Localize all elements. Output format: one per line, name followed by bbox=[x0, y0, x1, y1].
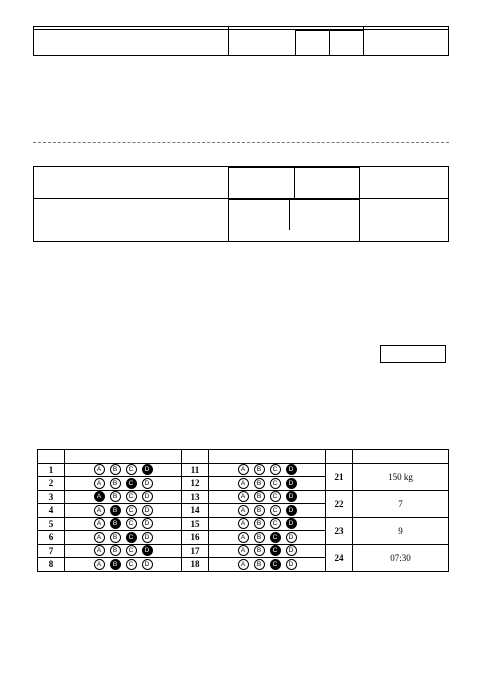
bubble-d[interactable]: D bbox=[286, 478, 297, 489]
bubble-a[interactable]: A bbox=[238, 532, 249, 543]
so-bao-danh bbox=[229, 30, 296, 55]
so-phach-second bbox=[360, 167, 449, 199]
header-cau bbox=[38, 450, 65, 464]
question-number: 1 bbox=[38, 463, 65, 477]
bubble-a[interactable]: A bbox=[94, 559, 105, 570]
bubble-b[interactable]: B bbox=[110, 559, 121, 570]
bubble-c[interactable]: C bbox=[126, 491, 137, 502]
answer-table-body bbox=[38, 463, 449, 571]
score-words bbox=[290, 200, 359, 230]
question-number: 4 bbox=[38, 504, 65, 518]
bubble-c[interactable]: C bbox=[126, 559, 137, 570]
examiner-cell bbox=[229, 167, 360, 199]
score-cell bbox=[229, 199, 360, 242]
bubble-b[interactable]: B bbox=[110, 518, 121, 529]
choice-cell bbox=[209, 463, 326, 477]
bubble-d[interactable]: D bbox=[142, 491, 153, 502]
bubble-d[interactable]: D bbox=[142, 532, 153, 543]
choice-cell bbox=[65, 517, 182, 531]
bubble-a[interactable]: A bbox=[94, 532, 105, 543]
exam-code-box bbox=[380, 345, 446, 363]
bubble-b[interactable]: B bbox=[110, 464, 121, 475]
bubble-a[interactable]: A bbox=[94, 464, 105, 475]
bubble-c[interactable]: C bbox=[126, 505, 137, 516]
bubble-b[interactable]: B bbox=[254, 545, 265, 556]
bubble-b[interactable]: B bbox=[254, 505, 265, 516]
bubble-d[interactable]: D bbox=[286, 532, 297, 543]
bubble-a[interactable]: A bbox=[238, 505, 249, 516]
bubble-b[interactable]: B bbox=[110, 532, 121, 543]
bubble-c[interactable]: C bbox=[126, 464, 137, 475]
choice-cell bbox=[65, 490, 182, 504]
bubble-c[interactable]: C bbox=[126, 532, 137, 543]
bubble-c[interactable]: C bbox=[126, 545, 137, 556]
bubble-d[interactable]: D bbox=[142, 505, 153, 516]
question-number: 11 bbox=[182, 463, 209, 477]
bubble-a[interactable]: A bbox=[94, 491, 105, 502]
bubble-c[interactable]: C bbox=[270, 518, 281, 529]
bubble-c[interactable]: C bbox=[270, 532, 281, 543]
bubble-d[interactable]: D bbox=[142, 545, 153, 556]
question-number: 15 bbox=[182, 517, 209, 531]
bubble-c[interactable]: C bbox=[270, 505, 281, 516]
bai-khao-sat-label bbox=[34, 30, 229, 56]
question-number: 12 bbox=[182, 477, 209, 491]
choice-cell bbox=[65, 544, 182, 558]
question-number: 8 bbox=[38, 558, 65, 572]
bubble-c[interactable]: C bbox=[270, 491, 281, 502]
written-answer[interactable]: 07:30 bbox=[353, 544, 449, 571]
proctor-2 bbox=[330, 31, 363, 55]
bubble-b[interactable]: B bbox=[254, 491, 265, 502]
bubble-d[interactable]: D bbox=[286, 559, 297, 570]
header-cau bbox=[182, 450, 209, 464]
bubble-d[interactable]: D bbox=[286, 518, 297, 529]
choice-cell bbox=[209, 531, 326, 545]
choice-cell bbox=[65, 558, 182, 572]
question-number: 23 bbox=[326, 517, 353, 544]
bubble-b[interactable]: B bbox=[110, 505, 121, 516]
written-answer[interactable]: 150 kg bbox=[353, 463, 449, 490]
bubble-b[interactable]: B bbox=[254, 532, 265, 543]
bubble-a[interactable]: A bbox=[94, 518, 105, 529]
question-number: 5 bbox=[38, 517, 65, 531]
bubble-d[interactable]: D bbox=[286, 491, 297, 502]
question-number: 22 bbox=[326, 490, 353, 517]
bubble-b[interactable]: B bbox=[254, 464, 265, 475]
question-number: 17 bbox=[182, 544, 209, 558]
header-box bbox=[33, 26, 449, 56]
bubble-c[interactable]: C bbox=[270, 464, 281, 475]
header-chon-lua bbox=[65, 450, 182, 464]
bubble-a[interactable]: A bbox=[94, 505, 105, 516]
header-chon-lua bbox=[209, 450, 326, 464]
answer-row bbox=[38, 463, 449, 477]
question-number: 7 bbox=[38, 544, 65, 558]
bubble-b[interactable]: B bbox=[254, 559, 265, 570]
bubble-c[interactable]: C bbox=[270, 478, 281, 489]
instructions-cell bbox=[34, 167, 229, 199]
question-number: 13 bbox=[182, 490, 209, 504]
bubble-c[interactable]: C bbox=[126, 478, 137, 489]
bubble-a[interactable]: A bbox=[238, 545, 249, 556]
answer-row bbox=[38, 490, 449, 504]
cut-line bbox=[33, 142, 449, 143]
question-number: 14 bbox=[182, 504, 209, 518]
bubble-b[interactable]: B bbox=[254, 518, 265, 529]
question-number: 2 bbox=[38, 477, 65, 491]
bubble-c[interactable]: C bbox=[270, 545, 281, 556]
second-box bbox=[33, 166, 449, 242]
choice-cell bbox=[209, 504, 326, 518]
bubble-b[interactable]: B bbox=[110, 491, 121, 502]
bubble-a[interactable]: A bbox=[94, 545, 105, 556]
bubble-d[interactable]: D bbox=[142, 559, 153, 570]
choice-cell bbox=[65, 463, 182, 477]
choice-cell bbox=[209, 544, 326, 558]
bubble-d[interactable]: D bbox=[286, 464, 297, 475]
written-answer[interactable]: 7 bbox=[353, 490, 449, 517]
so-cua-moi-bai-second bbox=[360, 199, 449, 242]
bubble-a[interactable]: A bbox=[94, 478, 105, 489]
bubble-d[interactable]: D bbox=[286, 545, 297, 556]
bubble-a[interactable]: A bbox=[238, 478, 249, 489]
choice-cell bbox=[209, 477, 326, 491]
question-number: 6 bbox=[38, 531, 65, 545]
question-number: 18 bbox=[182, 558, 209, 572]
choice-cell bbox=[65, 531, 182, 545]
question-number: 24 bbox=[326, 544, 353, 571]
so-phach-top bbox=[364, 30, 449, 56]
bubble-d[interactable]: D bbox=[142, 478, 153, 489]
answer-row bbox=[38, 517, 449, 531]
bubble-b[interactable]: B bbox=[254, 478, 265, 489]
examiner-1 bbox=[229, 168, 295, 198]
choice-cell bbox=[65, 477, 182, 491]
bubble-a[interactable]: A bbox=[238, 518, 249, 529]
bubble-d[interactable]: D bbox=[286, 505, 297, 516]
bubble-d[interactable]: D bbox=[142, 464, 153, 475]
examiner-2 bbox=[295, 168, 360, 198]
proctor-1 bbox=[296, 31, 330, 55]
answer-table bbox=[37, 449, 449, 572]
written-answer[interactable]: 9 bbox=[353, 517, 449, 544]
answer-row bbox=[38, 544, 449, 558]
examiner-notes bbox=[34, 199, 229, 242]
question-number: 16 bbox=[182, 531, 209, 545]
bubble-a[interactable]: A bbox=[238, 491, 249, 502]
header-dap-an bbox=[353, 450, 449, 464]
bubble-b[interactable]: B bbox=[110, 478, 121, 489]
bubble-c[interactable]: C bbox=[270, 559, 281, 570]
choice-cell bbox=[209, 558, 326, 572]
header-cau bbox=[326, 450, 353, 464]
bubble-b[interactable]: B bbox=[110, 545, 121, 556]
proctor-cell bbox=[229, 30, 364, 56]
choice-cell bbox=[209, 490, 326, 504]
question-number: 3 bbox=[38, 490, 65, 504]
bubble-a[interactable]: A bbox=[238, 559, 249, 570]
question-number: 21 bbox=[326, 463, 353, 490]
choice-cell bbox=[209, 517, 326, 531]
bubble-c[interactable]: C bbox=[126, 518, 137, 529]
choice-cell bbox=[65, 504, 182, 518]
bubble-a[interactable]: A bbox=[238, 464, 249, 475]
score-number bbox=[229, 200, 290, 230]
bubble-d[interactable]: D bbox=[142, 518, 153, 529]
